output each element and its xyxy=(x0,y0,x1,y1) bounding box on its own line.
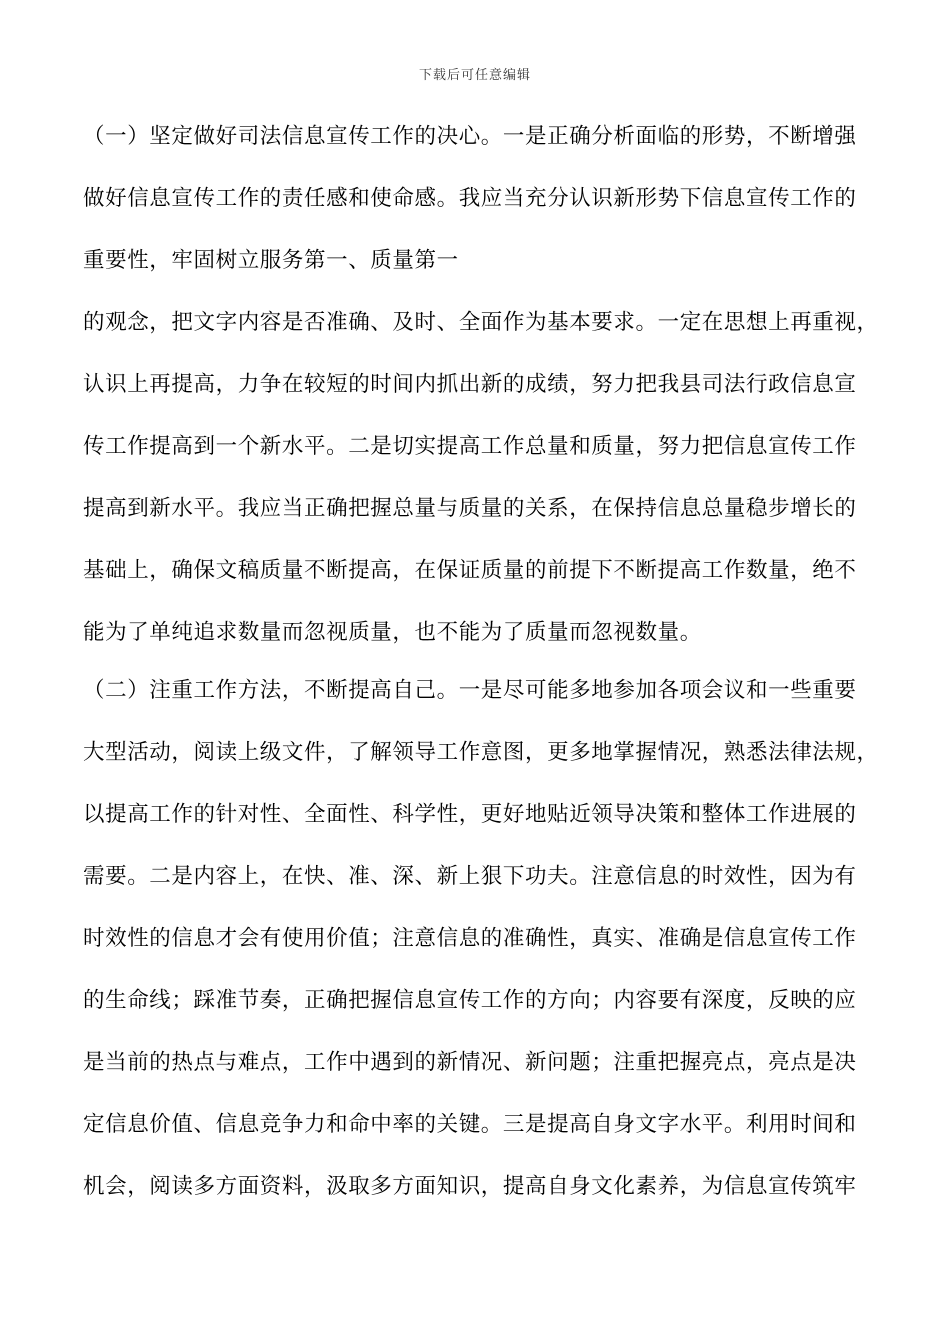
text-line: 机会，阅读多方面资料，汲取多方面知识，提高自身文化素养，为信息宣传筑牢 xyxy=(83,1174,857,1199)
text-line: 的观念，把文字内容是否准确、及时、全面作为基本要求。一定在思想上再重视， xyxy=(83,310,879,335)
text-line: 能为了单纯追求数量而忽视质量，也不能为了质量而忽视数量。 xyxy=(83,620,702,645)
text-line: 提高到新水平。我应当正确把握总量与质量的关系，在保持信息总量稳步增长的 xyxy=(83,496,857,521)
text-line: 是当前的热点与难点，工作中遇到的新情况、新问题；注重把握亮点，亮点是决 xyxy=(83,1050,857,1075)
page-header: 下载后可任意编辑 xyxy=(418,68,531,83)
text-line: 大型活动，阅读上级文件，了解领导工作意图，更多地掌握情况，熟悉法律法规， xyxy=(83,740,879,765)
text-line: 定信息价值、信息竞争力和命中率的关键。三是提高自身文字水平。利用时间和 xyxy=(83,1112,857,1137)
text-line: 基础上，确保文稿质量不断提高，在保证质量的前提下不断提高工作数量，绝不 xyxy=(83,558,857,583)
text-line: 时效性的信息才会有使用价值；注意信息的准确性，真实、准确是信息宣传工作 xyxy=(83,926,857,951)
text-line: 的生命线；踩准节奏，正确把握信息宣传工作的方向；内容要有深度，反映的应 xyxy=(83,988,857,1013)
text-line: 传工作提高到一个新水平。二是切实提高工作总量和质量，努力把信息宣传工作 xyxy=(83,434,857,459)
text-line: 需要。二是内容上，在快、准、深、新上狠下功夫。注意信息的时效性，因为有 xyxy=(83,864,857,889)
text-line: （二）注重工作方法，不断提高自己。一是尽可能多地参加各项会议和一些重要 xyxy=(83,678,857,703)
text-line: （一）坚定做好司法信息宣传工作的决心。一是正确分析面临的形势，不断增强 xyxy=(83,124,857,149)
text-line: 以提高工作的针对性、全面性、科学性，更好地贴近领导决策和整体工作进展的 xyxy=(83,802,857,827)
text-line: 认识上再提高，力争在较短的时间内抓出新的成绩，努力把我县司法行政信息宣 xyxy=(83,372,857,397)
text-line: 做好信息宣传工作的责任感和使命感。我应当充分认识新形势下信息宣传工作的 xyxy=(83,186,857,211)
text-line: 重要性，牢固树立服务第一、质量第一 xyxy=(83,248,459,273)
